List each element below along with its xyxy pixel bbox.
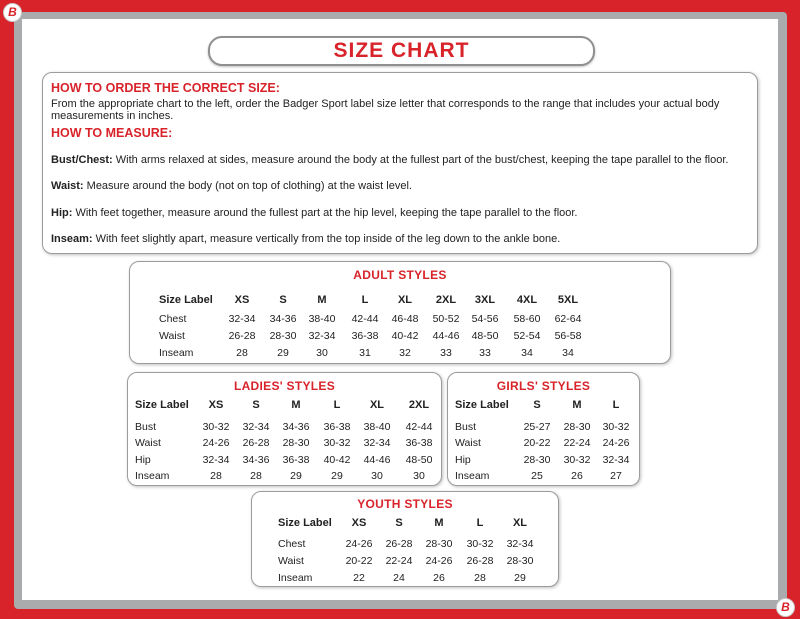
measurement-cell: 31 — [359, 347, 371, 359]
measurement-cell: 26-28 — [385, 538, 413, 550]
measurement-cell: 52-54 — [513, 330, 541, 342]
girls-styles-table — [447, 372, 640, 486]
size-label-header: Size Label — [455, 399, 509, 411]
measurement-cell: 62-64 — [554, 313, 582, 325]
measurement-cell: 24-26 — [345, 538, 373, 550]
measurement-cell: 28 — [236, 347, 248, 359]
measure-heading: HOW TO MEASURE: — [51, 126, 173, 140]
measurement-cell: 48-50 — [405, 454, 433, 466]
measurement-cell: 24-26 — [425, 555, 453, 567]
badger-logo-icon-bottom: B — [776, 598, 795, 617]
size-header-cell: S — [533, 399, 541, 411]
measurement-cell: 33 — [479, 347, 491, 359]
girls-styles-title: GIRLS' STYLES — [496, 379, 591, 393]
measurement-cell: 36-38 — [351, 330, 379, 342]
measurement-cell: 28-30 — [282, 437, 310, 449]
measurement-cell: 46-48 — [391, 313, 419, 325]
measurement-cell: 28 — [474, 572, 486, 584]
measurement-cell: 38-40 — [308, 313, 336, 325]
measurement-cell: 34 — [562, 347, 574, 359]
youth-styles-title: YOUTH STYLES — [357, 497, 453, 511]
measurement-cell: 22-24 — [385, 555, 413, 567]
measure-label: Waist: — [51, 180, 84, 192]
measurement-cell: 24 — [393, 572, 405, 584]
measurement-cell: 28 — [250, 470, 262, 482]
measurement-cell: 30-32 — [323, 437, 351, 449]
measure-text: With feet together, measure around the fullest part at the hip level, keeping the tape parallel to the floor. — [72, 207, 578, 219]
measurement-label: Hip — [455, 454, 471, 466]
youth-styles-table — [251, 491, 559, 587]
measurement-label: Inseam — [278, 572, 313, 584]
size-header-cell: L — [361, 294, 369, 306]
size-header-cell: S — [252, 399, 260, 411]
measurement-cell: 34-36 — [269, 313, 297, 325]
size-header-cell: 2XL — [435, 294, 457, 306]
size-header-cell: XL — [512, 517, 528, 529]
size-header-cell: 3XL — [474, 294, 496, 306]
size-header-cell: L — [476, 517, 484, 529]
order-text: From the appropriate chart to the left, order the Badger Sport label size letter that corresponds to the range that includes your actual body measurements in inches. — [51, 98, 720, 122]
size-header-cell: 4XL — [516, 294, 538, 306]
measurement-cell: 50-52 — [432, 313, 460, 325]
measurement-cell: 58-60 — [513, 313, 541, 325]
measurement-cell: 30 — [413, 470, 425, 482]
size-label-header: Size Label — [278, 517, 332, 529]
measurement-cell: 26-28 — [242, 437, 270, 449]
size-header-cell: XS — [208, 399, 224, 411]
adult-styles-table — [129, 261, 671, 364]
measurement-cell: 26 — [433, 572, 445, 584]
measurement-cell: 34-36 — [282, 421, 310, 433]
size-header-cell: L — [333, 399, 341, 411]
measurement-cell: 36-38 — [282, 454, 310, 466]
measurement-cell: 26 — [571, 470, 583, 482]
measurement-cell: 32-34 — [308, 330, 336, 342]
measurement-cell: 30-32 — [563, 454, 591, 466]
measure-label: Inseam: — [51, 233, 93, 245]
measurement-cell: 32-34 — [602, 454, 630, 466]
measurement-cell: 29 — [277, 347, 289, 359]
ladies-styles-title: LADIES' STYLES — [233, 379, 336, 393]
measurement-cell: 26-28 — [228, 330, 256, 342]
measure-label: Hip: — [51, 207, 73, 219]
measurement-label: Bust — [455, 421, 477, 433]
measurement-cell: 30-32 — [202, 421, 230, 433]
measurement-label: Waist — [159, 330, 185, 342]
measurement-cell: 28-30 — [269, 330, 297, 342]
measure-waist — [51, 180, 412, 192]
page-title: SIZE CHART — [208, 36, 595, 66]
instructions-box — [42, 72, 758, 254]
measurement-cell: 32 — [399, 347, 411, 359]
measurement-cell: 29 — [290, 470, 302, 482]
measurement-label: Waist — [278, 555, 304, 567]
measurement-cell: 32-34 — [506, 538, 534, 550]
measure-text: With feet slightly apart, measure vertically from the top inside of the leg down to the ankle bone. — [92, 233, 561, 245]
measurement-cell: 28-30 — [506, 555, 534, 567]
measurement-cell: 24-26 — [202, 437, 230, 449]
measure-inseam — [51, 233, 560, 245]
size-header-cell: 5XL — [557, 294, 579, 306]
size-header-cell: 2XL — [408, 399, 430, 411]
size-header-cell: XL — [369, 399, 385, 411]
measurement-cell: 38-40 — [363, 421, 391, 433]
ladies-styles-table — [127, 372, 442, 486]
measurement-cell: 28-30 — [425, 538, 453, 550]
measurement-cell: 32-34 — [363, 437, 391, 449]
size-header-cell: XL — [397, 294, 413, 306]
badger-logo-icon: B — [3, 3, 22, 22]
measurement-label: Waist — [135, 437, 161, 449]
adult-styles-title: ADULT STYLES — [353, 268, 447, 282]
size-label-header: Size Label — [159, 294, 213, 306]
measurement-label: Hip — [135, 454, 151, 466]
measurement-cell: 27 — [610, 470, 622, 482]
size-header-cell: XS — [234, 294, 250, 306]
measurement-label: Chest — [278, 538, 306, 550]
measurement-cell: 32-34 — [228, 313, 256, 325]
measurement-cell: 30 — [316, 347, 328, 359]
measurement-label: Inseam — [135, 470, 170, 482]
measurement-cell: 42-44 — [405, 421, 433, 433]
size-header-cell: M — [572, 399, 582, 411]
measurement-cell: 48-50 — [471, 330, 499, 342]
measure-label: Bust/Chest: — [51, 154, 113, 166]
size-header-cell: M — [434, 517, 444, 529]
measurement-cell: 34 — [521, 347, 533, 359]
measurement-label: Inseam — [159, 347, 194, 359]
measurement-cell: 34-36 — [242, 454, 270, 466]
measure-text: Measure around the body (not on top of clothing) at the waist level. — [83, 180, 412, 192]
measurement-cell: 26-28 — [466, 555, 494, 567]
measurement-cell: 30-32 — [602, 421, 630, 433]
size-header-cell: M — [317, 294, 327, 306]
measurement-cell: 29 — [331, 470, 343, 482]
measurement-cell: 20-22 — [523, 437, 551, 449]
measurement-cell: 32-34 — [242, 421, 270, 433]
size-header-cell: L — [612, 399, 620, 411]
measure-text: With arms relaxed at sides, measure around the body at the fullest part of the bust/chest, keeping the tape parallel to the floor. — [112, 154, 729, 166]
measurement-cell: 20-22 — [345, 555, 373, 567]
size-header-cell: XS — [351, 517, 367, 529]
measure-hip — [51, 207, 577, 219]
size-header-cell: S — [279, 294, 287, 306]
measurement-cell: 28-30 — [523, 454, 551, 466]
measurement-cell: 36-38 — [405, 437, 433, 449]
size-header-cell: M — [291, 399, 301, 411]
measurement-cell: 24-26 — [602, 437, 630, 449]
measurement-cell: 40-42 — [391, 330, 419, 342]
measurement-cell: 30-32 — [466, 538, 494, 550]
measurement-label: Bust — [135, 421, 157, 433]
measurement-cell: 44-46 — [432, 330, 460, 342]
measurement-cell: 42-44 — [351, 313, 379, 325]
measurement-label: Inseam — [455, 470, 490, 482]
measurement-cell: 44-46 — [363, 454, 391, 466]
measurement-cell: 29 — [514, 572, 526, 584]
measurement-cell: 28 — [210, 470, 222, 482]
measurement-cell: 28-30 — [563, 421, 591, 433]
measurement-cell: 40-42 — [323, 454, 351, 466]
order-heading: HOW TO ORDER THE CORRECT SIZE: — [51, 81, 280, 95]
measurement-cell: 22 — [353, 572, 365, 584]
measurement-cell: 54-56 — [471, 313, 499, 325]
measurement-cell: 22-24 — [563, 437, 591, 449]
size-label-header: Size Label — [135, 399, 189, 411]
measurement-cell: 33 — [440, 347, 452, 359]
measurement-label: Waist — [455, 437, 481, 449]
size-header-cell: S — [395, 517, 403, 529]
measure-bust-chest — [51, 154, 728, 166]
measurement-cell: 25-27 — [523, 421, 551, 433]
measurement-cell: 56-58 — [554, 330, 582, 342]
measurement-label: Chest — [159, 313, 187, 325]
measurement-cell: 25 — [531, 470, 543, 482]
measurement-cell: 30 — [371, 470, 383, 482]
measurement-cell: 36-38 — [323, 421, 351, 433]
measurement-cell: 32-34 — [202, 454, 230, 466]
